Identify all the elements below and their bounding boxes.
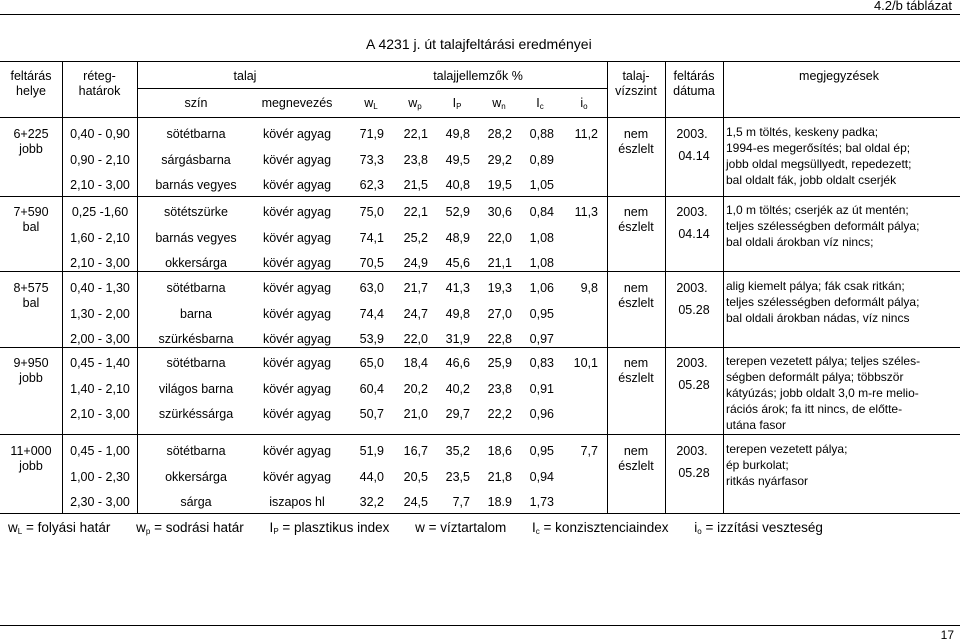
section-rule xyxy=(0,196,960,197)
legend-item: w = víztartalom xyxy=(415,520,507,535)
soil-color: sötétszürke xyxy=(164,205,228,219)
header-wn: $w_n$ xyxy=(492,96,506,111)
value-ic: 0,96 xyxy=(529,407,554,421)
layer-depth: 1,30 - 2,00 xyxy=(70,306,130,321)
header-talajjellemzok: talajjellemzők % xyxy=(433,69,523,83)
value-wp: 25,2 xyxy=(403,230,428,245)
header-datum: feltárás dátuma xyxy=(673,69,715,98)
remark-line: bal oldali árokban nádas, víz nincs xyxy=(726,311,910,325)
value-ip: 40,8 xyxy=(445,178,470,192)
header-subrule xyxy=(137,88,607,89)
remark-line: teljes szélességben deformált pálya; xyxy=(726,219,920,233)
value-wl: 50,7 xyxy=(359,407,384,421)
value-wn: 18,6 xyxy=(487,444,512,458)
survey-date-day: 05.28 xyxy=(678,466,710,480)
col-divider xyxy=(723,61,724,514)
value-wn: 22,8 xyxy=(487,332,512,346)
value-wp: 21,5 xyxy=(403,178,428,192)
groundwater-status: nem xyxy=(623,444,649,458)
soil-color: szürkésbarna xyxy=(158,332,234,346)
layer-depth: 2,10 - 3,00 xyxy=(70,178,130,192)
col-divider xyxy=(62,61,63,514)
soil-color: barnás vegyes xyxy=(155,178,237,192)
soil-name: kövér agyag xyxy=(262,407,332,421)
soil-name: kövér agyag xyxy=(262,178,332,192)
value-wp: 22,1 xyxy=(403,127,428,141)
value-ip: 40,2 xyxy=(445,381,470,396)
remark-line: jobb oldal megsüllyedt, repedezett; xyxy=(726,157,912,171)
value-ip: 49,8 xyxy=(445,306,470,321)
soil-name: kövér agyag xyxy=(262,205,332,219)
survey-date-year: 2003. xyxy=(676,127,708,141)
value-ic: 0,91 xyxy=(529,381,554,396)
soil-color: sötétbarna xyxy=(166,356,226,370)
survey-date-year: 2003. xyxy=(676,444,708,458)
value-wn: 29,2 xyxy=(487,152,512,167)
legend-item: $I_P$ = plasztikus index xyxy=(269,520,390,536)
location-side: jobb xyxy=(19,142,43,156)
remark-line: bal oldali árokban víz nincs; xyxy=(726,235,874,249)
header-megnevezes: megnevezés xyxy=(261,96,333,110)
soil-name: kövér agyag xyxy=(262,356,332,370)
value-wp: 16,7 xyxy=(403,444,428,458)
value-ic: 0,97 xyxy=(529,332,554,346)
value-ip: 35,2 xyxy=(445,444,470,458)
value-wp: 22,1 xyxy=(403,205,428,219)
survey-date-day: 05.28 xyxy=(678,378,710,392)
soil-name: kövér agyag xyxy=(262,256,332,270)
col-divider xyxy=(137,61,138,514)
remark-line: ségben deformált pálya; többször xyxy=(726,370,904,384)
groundwater-status: észlelt xyxy=(618,142,654,156)
survey-date-day: 04.14 xyxy=(678,227,710,241)
value-wn: 28,2 xyxy=(487,127,512,141)
top-rule xyxy=(0,14,960,15)
soil-color: sötétbarna xyxy=(166,281,226,295)
section-rule xyxy=(0,347,960,348)
value-ic: 1,08 xyxy=(529,230,554,245)
header-wl: $w_L$ xyxy=(364,96,378,111)
soil-color: sötétbarna xyxy=(166,444,226,458)
layer-depth: 0,45 - 1,40 xyxy=(70,356,130,370)
header-feltaras-helye: feltárás helye xyxy=(10,69,52,98)
remark-line: teljes szélességben deformált pálya; xyxy=(726,295,920,309)
soil-color: sötétbarna xyxy=(166,127,226,141)
value-wp: 20,5 xyxy=(403,469,428,484)
header-talajvizszint: talaj- vízszint xyxy=(615,69,657,98)
value-wn: 22,2 xyxy=(487,407,512,421)
value-io: 7,7 xyxy=(580,444,598,458)
section-rule xyxy=(0,271,960,272)
value-ic: 0,94 xyxy=(529,469,554,484)
value-ip: 31,9 xyxy=(445,332,470,346)
soil-color: okkersárga xyxy=(165,256,227,270)
layer-depth: 1,40 - 2,10 xyxy=(70,381,130,396)
page-number: 17 xyxy=(940,628,954,642)
location-side: jobb xyxy=(19,371,43,385)
layer-depth: 0,40 - 1,30 xyxy=(70,281,130,295)
value-ic: 1,73 xyxy=(529,495,554,509)
location-station: 6+225 xyxy=(13,127,49,141)
value-ic: 0,95 xyxy=(529,306,554,321)
legend xyxy=(8,520,823,535)
remark-line: alig kiemelt pálya; fák csak ritkán; xyxy=(726,279,905,293)
soil-color: sárga xyxy=(180,495,212,509)
value-ic: 0,89 xyxy=(529,152,554,167)
title-rule xyxy=(0,61,960,62)
value-ic: 0,84 xyxy=(529,205,554,219)
layer-depth: 1,00 - 2,30 xyxy=(70,469,130,484)
value-wl: 53,9 xyxy=(359,332,384,346)
table-reference: 4.2/b táblázat xyxy=(873,0,952,13)
remark-line: 1994-es megerősítés; bal oldal ép; xyxy=(726,141,911,155)
header-rule xyxy=(0,117,960,118)
value-ic: 0,95 xyxy=(529,444,554,458)
bottom-rule xyxy=(0,625,960,626)
remark-line: rációs árok; fa itt nincs, de előtte- xyxy=(726,402,903,416)
value-wn: 19,5 xyxy=(487,178,512,192)
soil-name: kövér agyag xyxy=(262,444,332,458)
value-ip: 48,9 xyxy=(445,230,470,245)
value-wp: 21,7 xyxy=(403,281,428,295)
layer-depth: 2,10 - 3,00 xyxy=(70,256,130,270)
survey-date-day: 05.28 xyxy=(678,303,710,317)
location-station: 9+950 xyxy=(13,356,49,370)
soil-color: szürkéssárga xyxy=(158,407,234,421)
value-wn: 18.9 xyxy=(487,495,512,509)
soil-name: kövér agyag xyxy=(262,469,332,484)
header-megjegyzesek: megjegyzések xyxy=(799,69,879,83)
value-ic: 1,06 xyxy=(529,281,554,295)
layer-depth: 0,90 - 2,10 xyxy=(70,152,130,167)
value-io: 11,3 xyxy=(574,205,598,219)
legend-item: $w_L$ = folyási határ xyxy=(8,520,111,536)
section-rule xyxy=(0,434,960,435)
value-ip: 23,5 xyxy=(445,469,470,484)
remark-line: terepen vezetett pálya; xyxy=(726,442,848,456)
soil-name: kövér agyag xyxy=(262,281,332,295)
soil-color: barnás vegyes xyxy=(155,230,237,245)
header-wp: $w_p$ xyxy=(408,96,422,111)
value-wl: 73,3 xyxy=(359,152,384,167)
value-wp: 21,0 xyxy=(403,407,428,421)
header-ic: $I_c$ xyxy=(536,96,544,111)
location-station: 11+000 xyxy=(10,444,52,458)
soil-name: kövér agyag xyxy=(262,306,332,321)
value-io: 10,1 xyxy=(573,356,598,370)
groundwater-status: nem xyxy=(623,205,649,219)
remark-line: 1,5 m töltés, keskeny padka; xyxy=(726,125,879,139)
remark-line: ép burkolat; xyxy=(726,458,789,472)
value-ip: 49,8 xyxy=(445,127,470,141)
header-io: $i_o$ xyxy=(580,96,588,111)
value-ip: 45,6 xyxy=(445,256,470,270)
value-wl: 44,0 xyxy=(359,469,384,484)
value-wn: 23,8 xyxy=(487,381,512,396)
soil-name: kövér agyag xyxy=(262,332,332,346)
remark-line: ritkás nyárfasor xyxy=(726,474,809,488)
survey-date-day: 04.14 xyxy=(678,149,710,163)
value-wl: 62,3 xyxy=(359,178,384,192)
value-wl: 71,9 xyxy=(359,127,384,141)
col-divider xyxy=(665,61,666,514)
value-ip: 7,7 xyxy=(452,495,470,509)
table-bottom-rule xyxy=(0,513,960,514)
value-wl: 75,0 xyxy=(359,205,384,219)
remark-line: terepen vezetett pálya; teljes széles- xyxy=(726,354,921,368)
remark-line: utána fasor xyxy=(726,418,787,432)
value-ic: 1,08 xyxy=(529,256,554,270)
value-wn: 21,1 xyxy=(487,256,512,270)
value-wn: 30,6 xyxy=(487,205,512,219)
value-io: 9,8 xyxy=(580,281,598,295)
soil-name: kövér agyag xyxy=(262,152,332,167)
value-wp: 23,8 xyxy=(403,152,428,167)
value-wl: 70,5 xyxy=(359,256,384,270)
soil-color: barna xyxy=(180,306,212,321)
value-ip: 46,6 xyxy=(445,356,470,370)
location-side: bal xyxy=(22,220,40,234)
soil-color: sárgásbarna xyxy=(161,152,231,167)
value-ip: 29,7 xyxy=(445,407,470,421)
remark-line: bal oldalt fák, jobb oldalt cserjék xyxy=(726,173,897,187)
location-side: bal xyxy=(22,296,40,310)
layer-depth: 2,30 - 3,00 xyxy=(70,495,130,509)
value-wn: 27,0 xyxy=(487,306,512,321)
header-szin: szín xyxy=(184,96,208,110)
groundwater-status: nem xyxy=(623,281,649,295)
value-wn: 22,0 xyxy=(487,230,512,245)
value-wl: 74,4 xyxy=(359,306,384,321)
groundwater-status: észlelt xyxy=(618,459,654,473)
survey-date-year: 2003. xyxy=(676,281,708,295)
value-wp: 24,7 xyxy=(403,306,428,321)
value-wl: 65,0 xyxy=(359,356,384,370)
remark-line: 1,0 m töltés; cserjék az út mentén; xyxy=(726,203,909,217)
layer-depth: 1,60 - 2,10 xyxy=(70,230,130,245)
value-wl: 32,2 xyxy=(359,495,384,509)
legend-item: $I_c$ = konzisztenciaindex xyxy=(532,520,669,536)
groundwater-status: nem xyxy=(623,127,649,141)
value-ip: 49,5 xyxy=(445,152,470,167)
value-ip: 52,9 xyxy=(445,205,470,219)
value-wl: 51,9 xyxy=(359,444,384,458)
legend-item: $i_o$ = izzítási veszteség xyxy=(694,520,823,536)
survey-date-year: 2003. xyxy=(676,356,708,370)
soil-color: világos barna xyxy=(158,381,234,396)
layer-depth: 0,45 - 1,00 xyxy=(70,444,130,458)
header-talaj: talaj xyxy=(233,69,257,83)
value-io: 11,2 xyxy=(574,127,598,141)
value-wl: 60,4 xyxy=(359,381,384,396)
layer-depth: 2,10 - 3,00 xyxy=(70,407,130,421)
value-wl: 63,0 xyxy=(359,281,384,295)
value-wp: 22,0 xyxy=(403,332,428,346)
value-wp: 18,4 xyxy=(403,356,428,370)
soil-color: okkersárga xyxy=(165,469,227,484)
soil-name: iszapos hl xyxy=(269,495,325,509)
groundwater-status: nem xyxy=(623,356,649,370)
header-ip: $I_P$ xyxy=(452,96,462,111)
value-ip: 41,3 xyxy=(445,281,470,295)
location-side: jobb xyxy=(19,459,43,473)
value-wp: 24,9 xyxy=(403,256,428,270)
layer-depth: 2,00 - 3,00 xyxy=(70,332,130,346)
location-station: 7+590 xyxy=(13,205,49,219)
soil-name: kövér agyag xyxy=(262,381,332,396)
soil-name: kövér agyag xyxy=(262,127,332,141)
groundwater-status: észlelt xyxy=(618,371,654,385)
legend-item: $w_p$ = sodrási határ xyxy=(136,520,244,536)
value-ic: 0,83 xyxy=(529,356,554,370)
value-wp: 20,2 xyxy=(403,381,428,396)
value-wn: 19,3 xyxy=(487,281,512,295)
survey-date-year: 2003. xyxy=(676,205,708,219)
col-divider xyxy=(607,61,608,514)
page-title: A 4231 j. út talajfeltárási eredményei xyxy=(366,36,592,52)
value-wn: 25,9 xyxy=(487,356,512,370)
soil-name: kövér agyag xyxy=(262,230,332,245)
layer-depth: 0,25 -1,60 xyxy=(71,205,129,219)
remark-line: kátyúzás; jobb oldalt 3,0 m-re melio- xyxy=(726,386,919,400)
groundwater-status: észlelt xyxy=(618,296,654,310)
value-wp: 24,5 xyxy=(403,495,428,509)
groundwater-status: észlelt xyxy=(618,220,654,234)
value-ic: 1,05 xyxy=(529,178,554,192)
value-wl: 74,1 xyxy=(359,230,384,245)
header-reteghatarok: réteg- határok xyxy=(78,69,121,98)
value-ic: 0,88 xyxy=(529,127,554,141)
layer-depth: 0,40 - 0,90 xyxy=(70,127,130,141)
value-wn: 21,8 xyxy=(487,469,512,484)
location-station: 8+575 xyxy=(13,281,49,295)
